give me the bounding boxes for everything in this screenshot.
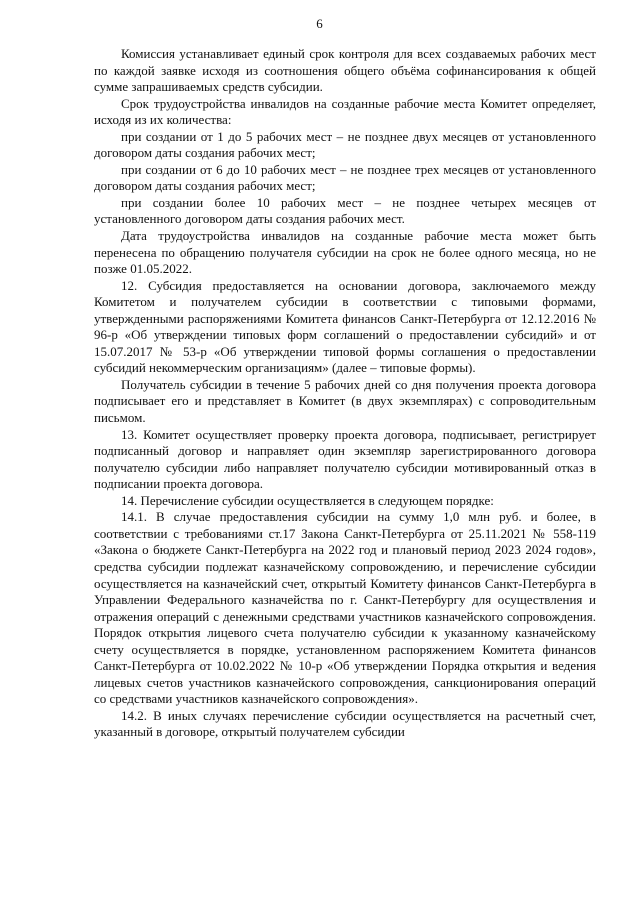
page-number: 6 [316,16,323,31]
paragraph-term-6-10-places: при создании от 6 до 10 рабочих мест – не позднее трех месяцев от установленного договором даты создания рабочих мест; [94,161,596,194]
paragraph-12-subsidy-contract: 12. Субсидия предоставляется на основании договора, заключаемого между Комитетом и получателем субсидии в соответствии с типовыми формами, утвержденными распоряжениями Комитета финансов Санкт-Петербурга от 12.12.2016 № 96-р «Об утверждении типовых форм соглашений о предоставлении субсидий» и от 15.07.2017 № 53-р «Об утверждении типовой формы соглашения о предоставлении субсидий некоммерческим организациям» (далее – типовые формы). [94,277,596,376]
paragraph-term-over-10-places: при создании более 10 рабочих мест – не позднее четырех месяцев от установленного договором даты создания рабочих мест. [94,194,596,227]
paragraph-14-1-treasury-support: 14.1. В случае предоставления субсидии на сумму 1,0 млн руб. и более, в соответствии с требованиями ст.17 Закона Санкт-Петербурга от 25.11.2021 № 558-119 «Закона о бюджете Санкт-Петербурга на 2022 год и плановый период 2023 2024 годов», средства субсидии подлежат казначейскому сопровождению, и перечисление субсидии осуществляется на казначейский счет, открытый Комитету финансов Санкт-Петербурга в Управлении Федерального казначейства по г. Санкт-Петербургу для осуществления и отражения операций с денежными средствами участников казначейского сопровождения. Порядок открытия лицевого счета получателю субсидии к указанному казначейскому счету осуществляется в порядке, установленном распоряжением Комитета финансов Санкт-Петербурга от 10.02.2022 № 10-р «Об утверждении Порядка открытия и ведения лицевых счетов участников казначейского сопровождения, санкционирования операций со средствами участников казначейского сопровождения». [94,509,596,707]
paragraph-commission-control-term: Комиссия устанавливает единый срок контроля для всех создаваемых рабочих мест по каждой заявке исходя из соотношения общего объёма софинансирования к общей сумме запрашиваемых средств субсидии. [94,46,596,95]
paragraph-date-postponement: Дата трудоустройства инвалидов на созданные рабочие места может быть перенесена по обращению получателя субсидии на срок не более одного месяца, но не позже 01.05.2022. [94,228,596,277]
document-body [94,46,596,741]
paragraph-14-transfer-order: 14. Перечисление субсидии осуществляется в следующем порядке: [121,492,494,508]
paragraph-contract-signing: Получатель субсидии в течение 5 рабочих дней со дня получения проекта договора подписывает его и представляет в Комитет (в двух экземплярах) с сопроводительным письмом. [94,376,596,426]
paragraph-term-1-5-places: при создании от 1 до 5 рабочих мест – не позднее двух месяцев от установленного договором даты создания рабочих мест; [94,128,596,161]
paragraph-employment-term-intro: Срок трудоустройства инвалидов на созданные рабочие места Комитет определяет, исходя из их количества: [94,95,596,128]
paragraph-13-contract-review: 13. Комитет осуществляет проверку проекта договора, подписывает, регистрирует подписанный договор и направляет один экземпляр зарегистрированного договора получателю субсидии либо направляет получателю субсидии мотивированный отказ в подписании проекта договора. [94,426,596,492]
paragraph-14-2-other-cases: 14.2. В иных случаях перечисление субсидии осуществляется на расчетный счет, указанный в договоре, открытый получателем субсидии [94,707,596,740]
